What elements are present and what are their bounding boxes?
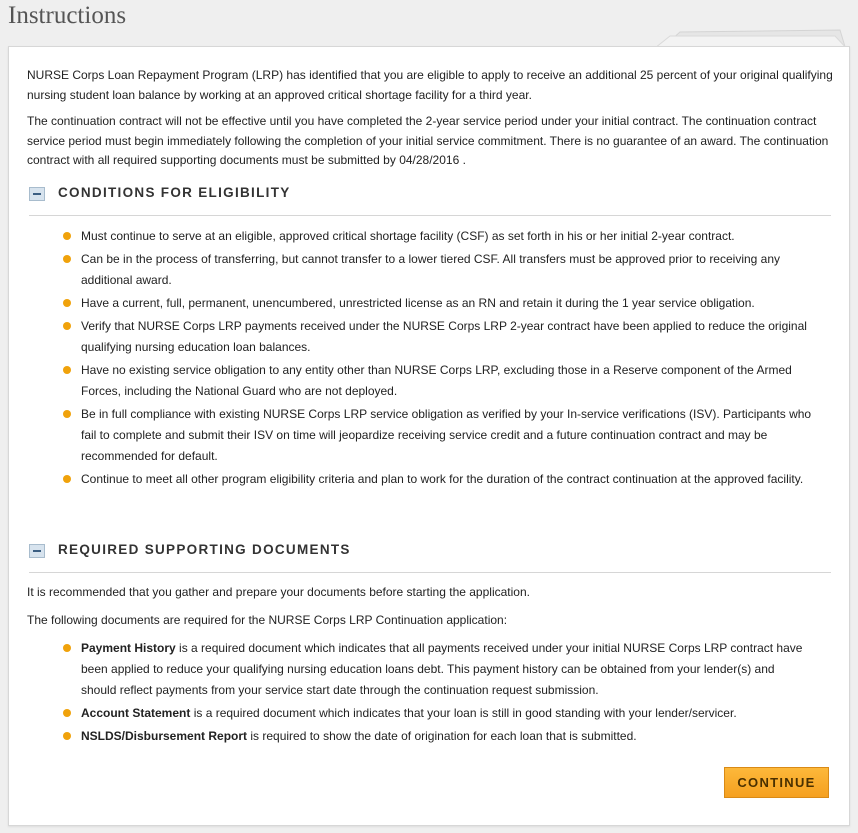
- collapse-toggle-icon[interactable]: [29, 187, 45, 201]
- list-item: [9, 726, 849, 747]
- list-item: Be in full compliance with existing NURSE Corps LRP service obligation as verified by your In-service verifications (ISV). Participants who fail to complete and submit their ISV on time will jeopardize receiving service credit and a future continuation contract and may be recommended for default.: [9, 404, 849, 467]
- list-item: [9, 638, 849, 701]
- document-description: is a required document which indicates that your loan is still in good standing with your lender/servicer.: [190, 706, 737, 720]
- document-name: Account Statement: [81, 706, 191, 720]
- document-name: Payment History: [81, 641, 176, 655]
- list-item: Can be in the process of transferring, but cannot transfer to a lower tiered CSF. All transfers must be approved prior to receiving any additional award.: [9, 249, 849, 291]
- continue-button[interactable]: CONTINUE: [724, 767, 829, 798]
- document-name: NSLDS/Disbursement Report: [81, 729, 248, 743]
- section-eligibility-header: [29, 181, 831, 216]
- page-title: Instructions: [8, 2, 127, 29]
- intro-paragraph-contract: The continuation contract will not be effective until you have completed the 2-year service period under your initial contract. The continuation contract service period must begin immediately following the completion of your initial service commitment. There is no guarantee of an award. The continuation contract with all required supporting documents must be submitted by 04/28/2016 .: [27, 114, 829, 167]
- section-eligibility-title: CONDITIONS FOR ELIGIBILITY: [58, 185, 291, 200]
- list-item: Verify that NURSE Corps LRP payments received under the NURSE Corps LRP 2-year contract have been applied to reduce the original qualifying nursing education loan balances.: [9, 316, 849, 358]
- section-documents-title: REQUIRED SUPPORTING DOCUMENTS: [58, 542, 351, 557]
- collapse-toggle-icon[interactable]: [29, 544, 45, 558]
- document-description: is required to show the date of origination for each loan that is submitted.: [247, 729, 637, 743]
- documents-list: [9, 638, 849, 749]
- section-documents-header: [29, 538, 831, 573]
- eligibility-list: [9, 226, 849, 492]
- list-item: [9, 703, 849, 724]
- documents-intro-paragraph: It is recommended that you gather and prepare your documents before starting the application.: [27, 585, 530, 599]
- list-item: Continue to meet all other program eligibility criteria and plan to work for the duration of the contract continuation at the approved facility.: [9, 469, 849, 490]
- list-item: Have no existing service obligation to any entity other than NURSE Corps LRP, excluding those in a Reserve component of the Armed Forces, including the National Guard who are not deployed.: [9, 360, 849, 402]
- instructions-panel: [8, 46, 850, 826]
- list-item: Must continue to serve at an eligible, approved critical shortage facility (CSF) as set forth in his or her initial 2-year contract.: [9, 226, 849, 247]
- document-description: is a required document which indicates that all payments received under your initial NURSE Corps LRP contract have been applied to reduce your qualifying nursing education loans debt. This payment history can be obtained from your lender(s) and should reflect payments from your service start date through the continuation request submission.: [81, 641, 803, 697]
- intro-paragraph-eligibility: NURSE Corps Loan Repayment Program (LRP) has identified that you are eligible to apply to receive an additional 25 percent of your original qualifying nursing student loan balance by working at an approved critical shortage facility for a third year.: [27, 68, 833, 102]
- list-item: Have a current, full, permanent, unencumbered, unrestricted license as an RN and retain it during the 1 year service obligation.: [9, 293, 849, 314]
- documents-required-paragraph: The following documents are required for the NURSE Corps LRP Continuation application:: [27, 613, 508, 627]
